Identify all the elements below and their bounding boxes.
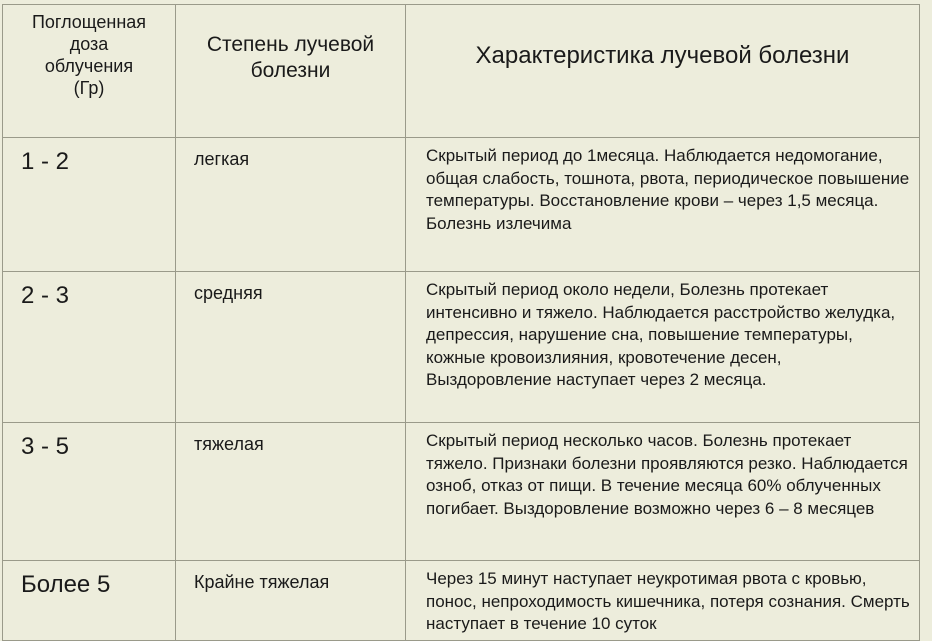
dose-value: 2 - 3 (21, 282, 70, 309)
header-degree-label: Степень лучевой болезни (206, 33, 375, 82)
dose-cell (3, 423, 176, 561)
degree-value: легкая (194, 149, 250, 169)
table-row (3, 561, 920, 641)
radiation-sickness-table (2, 4, 920, 641)
description-cell (406, 423, 920, 561)
header-cell-degree (176, 5, 406, 138)
dose-cell (3, 272, 176, 423)
table-header-row (3, 5, 920, 138)
header-cell-dose (3, 5, 176, 138)
degree-value: тяжелая (194, 434, 264, 454)
header-characteristic-label: Характеристика лучевой болезни (475, 42, 850, 69)
degree-cell (176, 423, 406, 561)
description-cell (406, 272, 920, 423)
degree-cell (176, 272, 406, 423)
table-row (3, 272, 920, 423)
description-cell (406, 561, 920, 641)
description-cell (406, 138, 920, 272)
description-text: Через 15 минут наступает неукротимая рвота с кровью, понос, непроходимость кишечника, потеря сознания. Смерть наступает в течение 10 суток (426, 569, 910, 633)
header-cell-characteristic (406, 5, 920, 138)
dose-value: 1 - 2 (21, 148, 70, 175)
description-text: Скрытый период около недели, Болезнь протекает интенсивно и тяжело. Наблюдается расстройство желудка, депрессия, нарушение сна, повышение температуры, кожные кровоизлияния, кровотечение десен, Выздоровление наступает через 2 месяца. (426, 280, 896, 389)
degree-cell (176, 561, 406, 641)
degree-value: средняя (194, 283, 263, 303)
description-text: Скрытый период несколько часов. Болезнь протекает тяжело. Признаки болезни проявляются резко. Наблюдается озноб, отказ от пищи. В течение месяца 60% облученных погибает. Выздоровление возможно через 6 – 8 месяцев (426, 431, 908, 518)
header-dose-label: Поглощенная доза облучения (Гр) (31, 12, 147, 98)
degree-cell (176, 138, 406, 272)
dose-value: Более 5 (21, 571, 111, 598)
description-text: Скрытый период до 1месяца. Наблюдается недомогание, общая слабость, тошнота, рвота, периодическое повышение температуры. Восстановление крови – через 1,5 месяца. Болезнь излечима (426, 146, 910, 233)
degree-value: Крайне тяжелая (194, 572, 330, 592)
table-row (3, 138, 920, 272)
dose-cell (3, 138, 176, 272)
table-row (3, 423, 920, 561)
dose-value: 3 - 5 (21, 433, 70, 460)
dose-cell (3, 561, 176, 641)
